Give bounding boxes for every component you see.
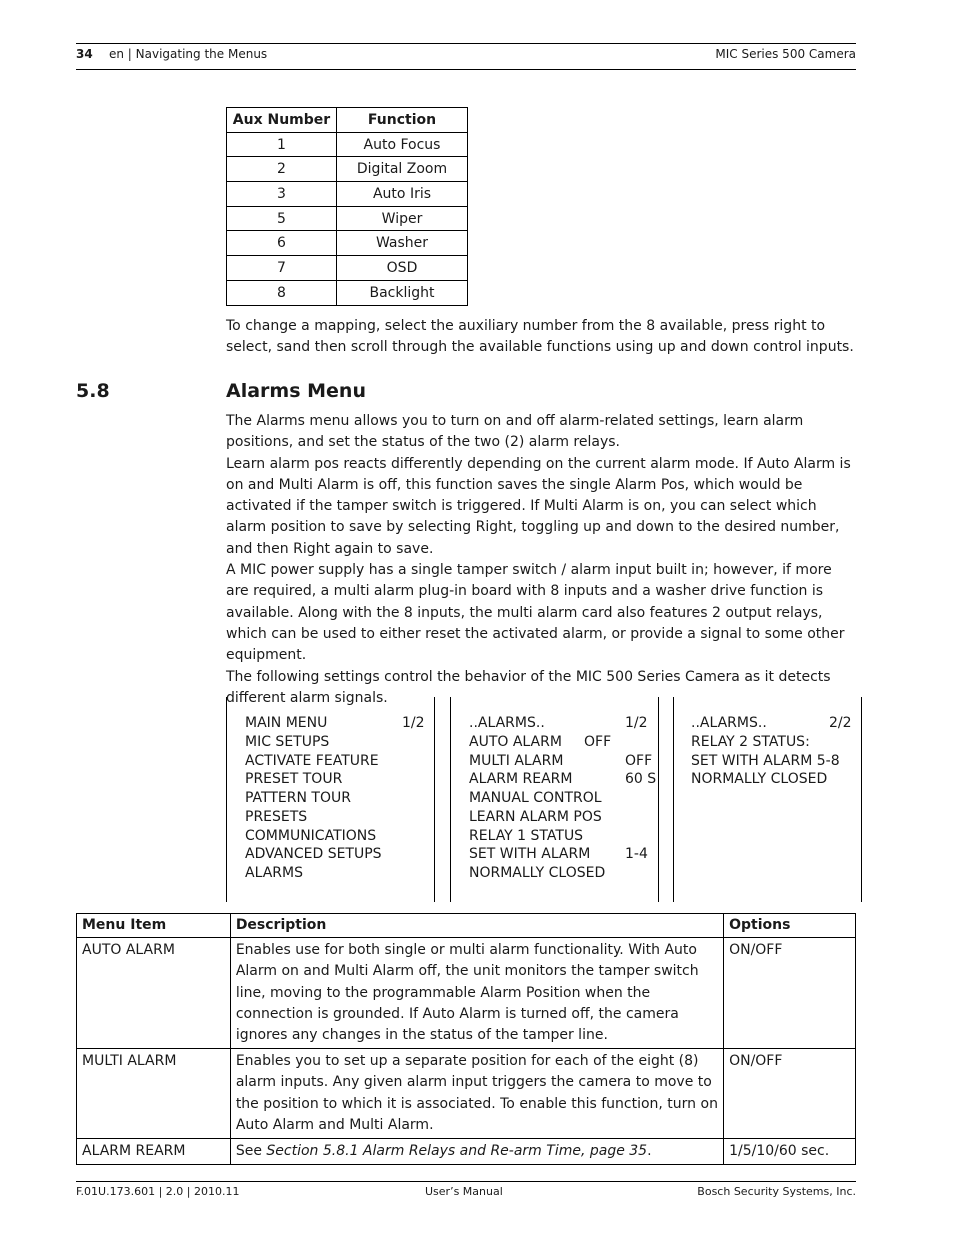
osd-row: [245, 789, 425, 808]
aux-function: OSD: [337, 256, 468, 281]
osd-row: [469, 714, 655, 733]
osd-label: SET WITH ALARM 5-8: [691, 752, 840, 769]
options-cell: ON/OFF: [724, 938, 856, 1049]
osd-label: RELAY 1 STATUS: [469, 827, 584, 844]
osd-label: ADVANCED SETUPS: [245, 846, 382, 863]
aux-number: 5: [227, 206, 337, 231]
table-header-row: [227, 108, 468, 133]
table-header-cell: Aux Number: [227, 108, 337, 133]
paragraph: A MIC power supply has a single tamper switch / alarm input built in; however, if more are required, a multi alarm plug-in board with 8 inputs and a washer drive function is available. Along with the 8 inputs, the multi alarm card also features 2 output relays, which can be used to either reset the activated alarm, or provide a signal to some other equipment.: [226, 562, 845, 664]
aux-function: Wiper: [337, 206, 468, 231]
aux-number: 6: [227, 231, 337, 256]
menu-item-cell: MULTI ALARM: [77, 1049, 231, 1139]
osd-row: [469, 770, 655, 789]
osd-value: OFF: [625, 752, 653, 769]
table-header-row: [77, 914, 856, 938]
mapping-paragraph: [226, 316, 858, 359]
osd-label: SET WITH ALARM: [469, 846, 591, 863]
paragraph: Learn alarm pos reacts differently depending on the current alarm mode. If Auto Alarm is on and Multi Alarm is off, this function saves the single Alarm Pos, which would be activated if the tamper switch is triggered. If Multi Alarm is on, you can select which alarm position to save by selecting Right, toggling up and down to the desired number, and then Right again to save.: [226, 455, 851, 557]
osd-row: [469, 827, 655, 846]
osd-row: [469, 808, 655, 827]
description-cell: [230, 1139, 723, 1165]
description-prefix: See: [235, 1143, 267, 1160]
table-row: [77, 1139, 856, 1165]
osd-label: MANUAL CONTROL: [469, 790, 602, 806]
aux-number: 7: [227, 256, 337, 281]
section-reference-link[interactable]: Section 5.8.1 Alarm Relays and Re-arm Time, page 35: [266, 1143, 648, 1160]
table-row: [227, 157, 468, 182]
description-cell: Enables you to set up a separate position for each of the eight (8) alarm inputs. Any given alarm input triggers the camera to move to the position to which it is associated. To enable this function, turn on Auto Alarm and Multi Alarm.: [230, 1049, 723, 1139]
footer-doc-id: F.01U.173.601 | 2.0 | 2010.11: [76, 1185, 240, 1198]
osd-alarms-page-2: [691, 714, 856, 789]
section-body: [226, 411, 858, 709]
table-row: [77, 1049, 856, 1139]
osd-row: [691, 752, 856, 771]
menu-item-cell: ALARM REARM: [77, 1139, 231, 1165]
header-product: MIC Series 500 Camera: [715, 47, 856, 61]
osd-label: COMMUNICATIONS: [245, 827, 377, 844]
table-header-cell: Menu Item: [77, 914, 231, 938]
header-section: en | Navigating the Menus: [109, 47, 268, 61]
table-row: [227, 280, 468, 305]
osd-label: MULTI ALARM: [469, 752, 564, 769]
osd-row: [691, 714, 856, 733]
osd-row: [245, 770, 425, 789]
osd-row: [245, 733, 425, 752]
options-cell: ON/OFF: [724, 1049, 856, 1139]
osd-value: 60 S: [625, 771, 657, 788]
osd-row: [469, 789, 655, 808]
osd-label: ..ALARMS..: [691, 715, 767, 731]
osd-label: ALARMS: [245, 865, 303, 881]
osd-divider: [434, 697, 435, 902]
osd-divider: [861, 697, 862, 902]
osd-value: 1/2: [625, 715, 648, 731]
osd-row: [245, 714, 425, 733]
osd-row: [469, 845, 655, 864]
osd-label: PRESET TOUR: [245, 771, 343, 788]
aux-function: Digital Zoom: [337, 157, 468, 182]
osd-divider: [226, 697, 227, 902]
aux-number: 2: [227, 157, 337, 182]
section-title: Alarms Menu: [226, 380, 366, 402]
osd-label: MIC SETUPS: [245, 733, 330, 750]
osd-label: ..ALARMS..: [469, 715, 545, 731]
osd-label: MAIN MENU: [245, 715, 328, 731]
osd-divider: [450, 697, 451, 902]
table-row: [227, 231, 468, 256]
footer-company: Bosch Security Systems, Inc.: [697, 1185, 856, 1198]
aux-function: Auto Focus: [337, 132, 468, 157]
osd-row: [245, 808, 425, 827]
osd-row: [469, 733, 655, 752]
table-row: [227, 256, 468, 281]
osd-value: OFF: [584, 733, 612, 750]
paragraph: To change a mapping, select the auxiliary number from the 8 available, press right to select, sand then scroll through the available functions using up and down control inputs.: [226, 318, 854, 356]
osd-row: [469, 752, 655, 771]
options-cell: 1/5/10/60 sec.: [724, 1139, 856, 1165]
description-cell: Enables use for both single or multi alarm functionality. With Auto Alarm on and Multi Alarm off, the unit monitors the tamper switch line, moving to the programmable Alarm Position when the connection is grounded. If Auto Alarm is turned off, the camera ignores any changes in the status of the tamper line.: [230, 938, 723, 1049]
description-suffix: .: [647, 1143, 652, 1160]
alarms-menu-table: [76, 913, 856, 1165]
osd-main-menu: [245, 714, 425, 883]
table-row: [227, 132, 468, 157]
paragraph: The Alarms menu allows you to turn on and off alarm-related settings, learn alarm positions, and set the status of the two (2) alarm relays.: [226, 413, 804, 451]
osd-row: [245, 864, 425, 883]
osd-label: ALARM REARM: [469, 771, 573, 788]
aux-function: Washer: [337, 231, 468, 256]
section-number: 5.8: [76, 380, 110, 402]
osd-label: PRESETS: [245, 808, 308, 825]
aux-function-table: [226, 107, 468, 306]
header-rule-bottom: [76, 69, 856, 70]
footer-manual: User’s Manual: [425, 1185, 503, 1198]
osd-row: [245, 827, 425, 846]
osd-label: LEARN ALARM POS: [469, 808, 602, 825]
osd-label: RELAY 2 STATUS:: [691, 733, 810, 750]
osd-label: PATTERN TOUR: [245, 790, 351, 806]
osd-value: 1-4: [625, 846, 648, 863]
osd-value: 1/2: [402, 715, 425, 731]
table-header-cell: Description: [230, 914, 723, 938]
osd-label: NORMALLY CLOSED: [691, 771, 828, 788]
osd-divider: [673, 697, 674, 902]
aux-number: 3: [227, 182, 337, 207]
osd-label: ACTIVATE FEATURE: [245, 752, 379, 769]
osd-alarms-page-1: [469, 714, 655, 883]
osd-row: [691, 733, 856, 752]
header-rule: [76, 43, 856, 44]
osd-row: [245, 752, 425, 771]
paragraph: The following settings control the behavior of the MIC 500 Series Camera as it detects different alarm signals.: [226, 668, 831, 706]
aux-number: 1: [227, 132, 337, 157]
footer-rule: [76, 1181, 856, 1182]
aux-number: 8: [227, 280, 337, 305]
osd-divider: [658, 697, 659, 902]
aux-function: Backlight: [337, 280, 468, 305]
table-row: [77, 938, 856, 1049]
table-header-cell: Options: [724, 914, 856, 938]
table-row: [227, 206, 468, 231]
osd-row: [691, 770, 856, 789]
osd-value: 2/2: [829, 715, 852, 731]
page-number: 34: [76, 47, 93, 61]
menu-item-cell: AUTO ALARM: [77, 938, 231, 1049]
aux-function: Auto Iris: [337, 182, 468, 207]
table-row: [227, 182, 468, 207]
osd-row: [469, 864, 655, 883]
osd-label: AUTO ALARM: [469, 733, 562, 750]
table-header-cell: Function: [337, 108, 468, 133]
osd-row: [245, 845, 425, 864]
osd-label: NORMALLY CLOSED: [469, 865, 606, 881]
